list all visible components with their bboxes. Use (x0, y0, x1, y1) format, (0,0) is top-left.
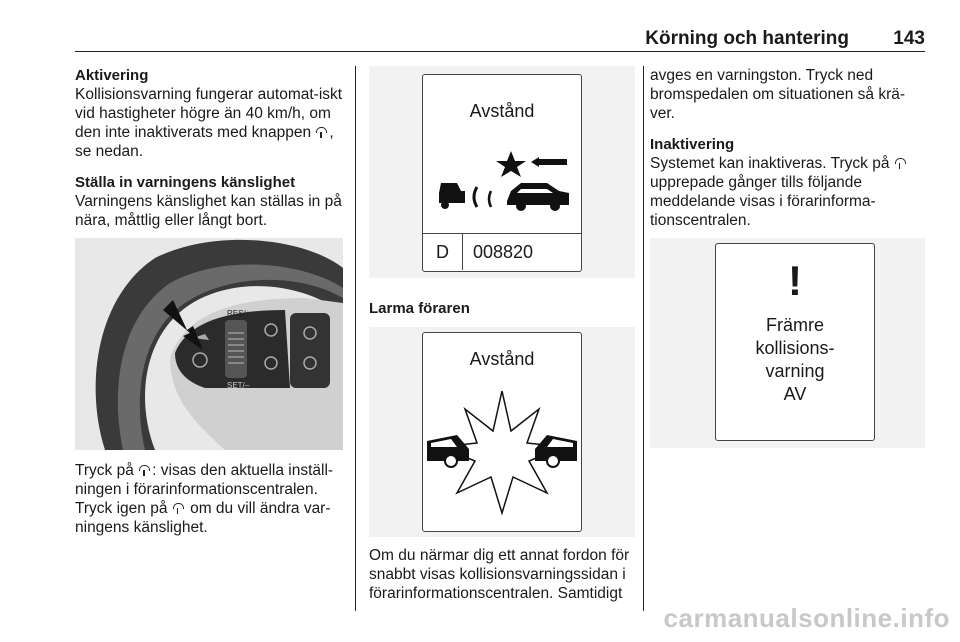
deactivation-heading: Inaktivering (650, 136, 735, 153)
collision-alert-figure (369, 327, 635, 537)
status-bar (423, 233, 581, 271)
column-1 (75, 66, 343, 242)
page-number: 143 (893, 28, 925, 49)
collision-alert-button-icon (315, 126, 329, 138)
alert-distance-label: Avstånd (469, 349, 535, 369)
distance-display-figure (369, 66, 635, 278)
collision-alert-button-icon (138, 464, 152, 476)
gear-indicator: D (423, 234, 463, 270)
collision-off-figure (650, 238, 925, 448)
set-label: SET/– (227, 381, 250, 390)
section-title: Körning och hantering (645, 28, 849, 49)
sensitivity-paragraph: Varningens känslighet kan ställas in på nära, måttlig eller långt bort. (75, 193, 342, 229)
column-divider-1 (355, 66, 356, 611)
steering-wheel-illustration (75, 238, 343, 450)
alert-paragraph: Om du närmar dig ett annat fordon för snabbt visas kollisionsvarningssidan i förarinformationscentralen. Samtidigt (369, 547, 630, 602)
press-paragraph: Tryck på : visas den aktuella inställ-ningen i förarinformationscentralen. Tryck igen på om du vill ändra var-ningens känslighet. (75, 462, 334, 536)
sensitivity-heading: Ställa in varningens känslighet (75, 174, 296, 191)
odometer: 008820 (473, 242, 534, 262)
activation-heading: Aktivering (75, 67, 149, 84)
column-3 (650, 66, 925, 242)
alert-heading: Larma föraren (369, 300, 470, 317)
collision-alert-display (422, 332, 582, 532)
distance-label: Avstånd (469, 101, 535, 121)
collision-alert-button-icon (894, 157, 908, 169)
watermark: carmanualsonline.info (663, 603, 950, 633)
page-header (75, 26, 925, 52)
collision-alert-button-icon (172, 502, 186, 514)
res-label: RES/+ (227, 309, 251, 318)
continuation-paragraph: avges en varningston. Tryck ned bromspedalen om situationen så krä-ver. (650, 67, 906, 122)
activation-paragraph: Kollisionsvarning fungerar automat-iskt vid hastigheter högre än 40 km/h, om den inte inaktiverats med knappen , se nedan. (75, 86, 343, 160)
column-divider-2 (643, 66, 644, 611)
collision-off-display (715, 243, 875, 441)
following-car-icon (431, 145, 575, 215)
collision-star-icon (423, 381, 581, 521)
deactivation-paragraph: Systemet kan inaktiveras. Tryck på upprepade gånger tills följande meddelande visas i förarinforma-tionscentralen. (650, 154, 925, 230)
distance-display (422, 74, 582, 272)
off-message: Främre kollisions- varning AV (755, 315, 835, 404)
steering-wheel-figure (75, 238, 343, 450)
warning-exclaim-icon: ! (788, 257, 802, 304)
